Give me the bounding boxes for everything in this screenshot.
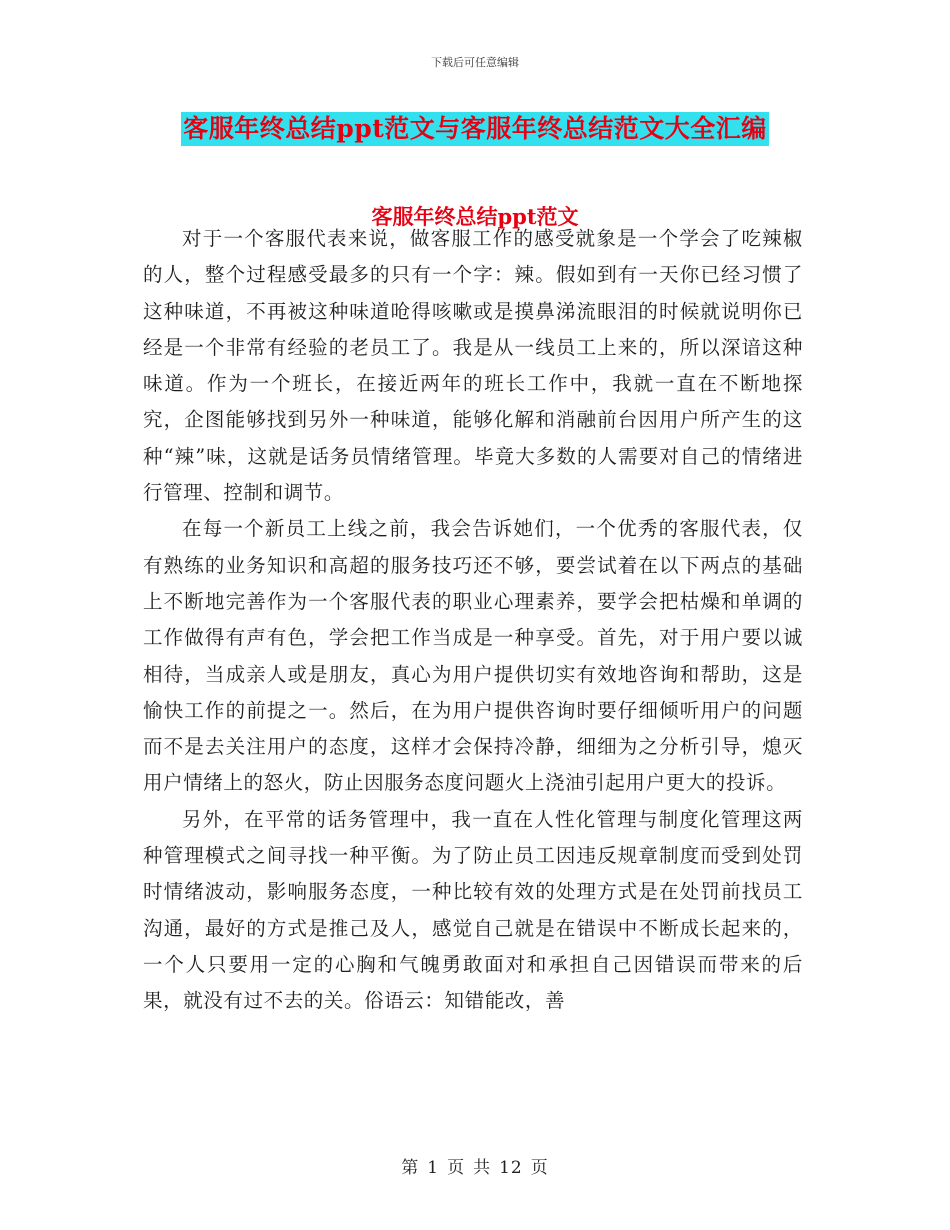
footer-word-ye: 页 <box>447 1158 466 1178</box>
paragraph-1: 对于一个客服代表来说，做客服工作的感受就象是一个学会了吃辣椒的人，整个过程感受最多的只有一个字：辣。假如到有一天你已经习惯了这种味道，不再被这种味道呛得咳嗽或是摸鼻涕流眼泪的时候就说明你已经是一个非常有经验的老员工了。我是从一线员工上来的，所以深谙这种味道。作为一个班长，在接近两年的班长工作中，我就一直在不断地探究，企图能够找到另外一种味道，能够化解和消融前台因用户所产生的这种“辣”味，这就是话务员情绪管理。毕竟大多数的人需要对自己的情绪进行管理、控制和调节。 <box>143 227 803 505</box>
footer-word-gong: 共 <box>473 1158 492 1178</box>
section-title: 客服年终总结ppt范文 <box>371 204 579 229</box>
footer-page-total: 12 <box>499 1158 523 1178</box>
footer-word-di: 第 <box>401 1158 420 1178</box>
footer-word-ye2: 页 <box>530 1158 549 1178</box>
header-note: 下载后可任意编辑 <box>431 56 519 69</box>
body-text <box>143 221 803 1020</box>
footer-page-current: 1 <box>427 1158 440 1178</box>
page-footer <box>0 1153 950 1178</box>
main-title: 客服年终总结ppt范文与客服年终总结范文大全汇编 <box>181 112 769 146</box>
paragraph-2: 在每一个新员工上线之前，我会告诉她们，一个优秀的客服代表，仅有熟练的业务知识和高超的服务技巧还不够，要尝试着在以下两点的基础上不断地完善作为一个客服代表的职业心理素养，要学会把枯燥和单调的工作做得有声有色，学会把工作当成是一种享受。首先，对于用户要以诚相待，当成亲人或是朋友，真心为用户提供切实有效地咨询和帮助，这是愉快工作的前提之一。然后，在为用户提供咨询时要仔细倾听用户的问题而不是去关注用户的态度，这样才会保持冷静，细细为之分析引导，熄灭用户情绪上的怒火，防止因服务态度问题火上浇油引起用户更大的投诉。 <box>143 517 803 795</box>
paragraph-3: 另外，在平常的话务管理中，我一直在人性化管理与制度化管理这两种管理模式之间寻找一种平衡。为了防止员工因违反规章制度而受到处罚时情绪波动，影响服务态度，一种比较有效的处理方式是在处罚前找员工沟通，最好的方式是推己及人，感觉自己就是在错误中不断成长起来的，一个人只要用一定的心胸和气魄勇敢面对和承担自己因错误而带来的后果，就没有过不去的关。俗语云：知错能改，善 <box>143 807 803 1013</box>
main-title-container <box>0 112 950 146</box>
